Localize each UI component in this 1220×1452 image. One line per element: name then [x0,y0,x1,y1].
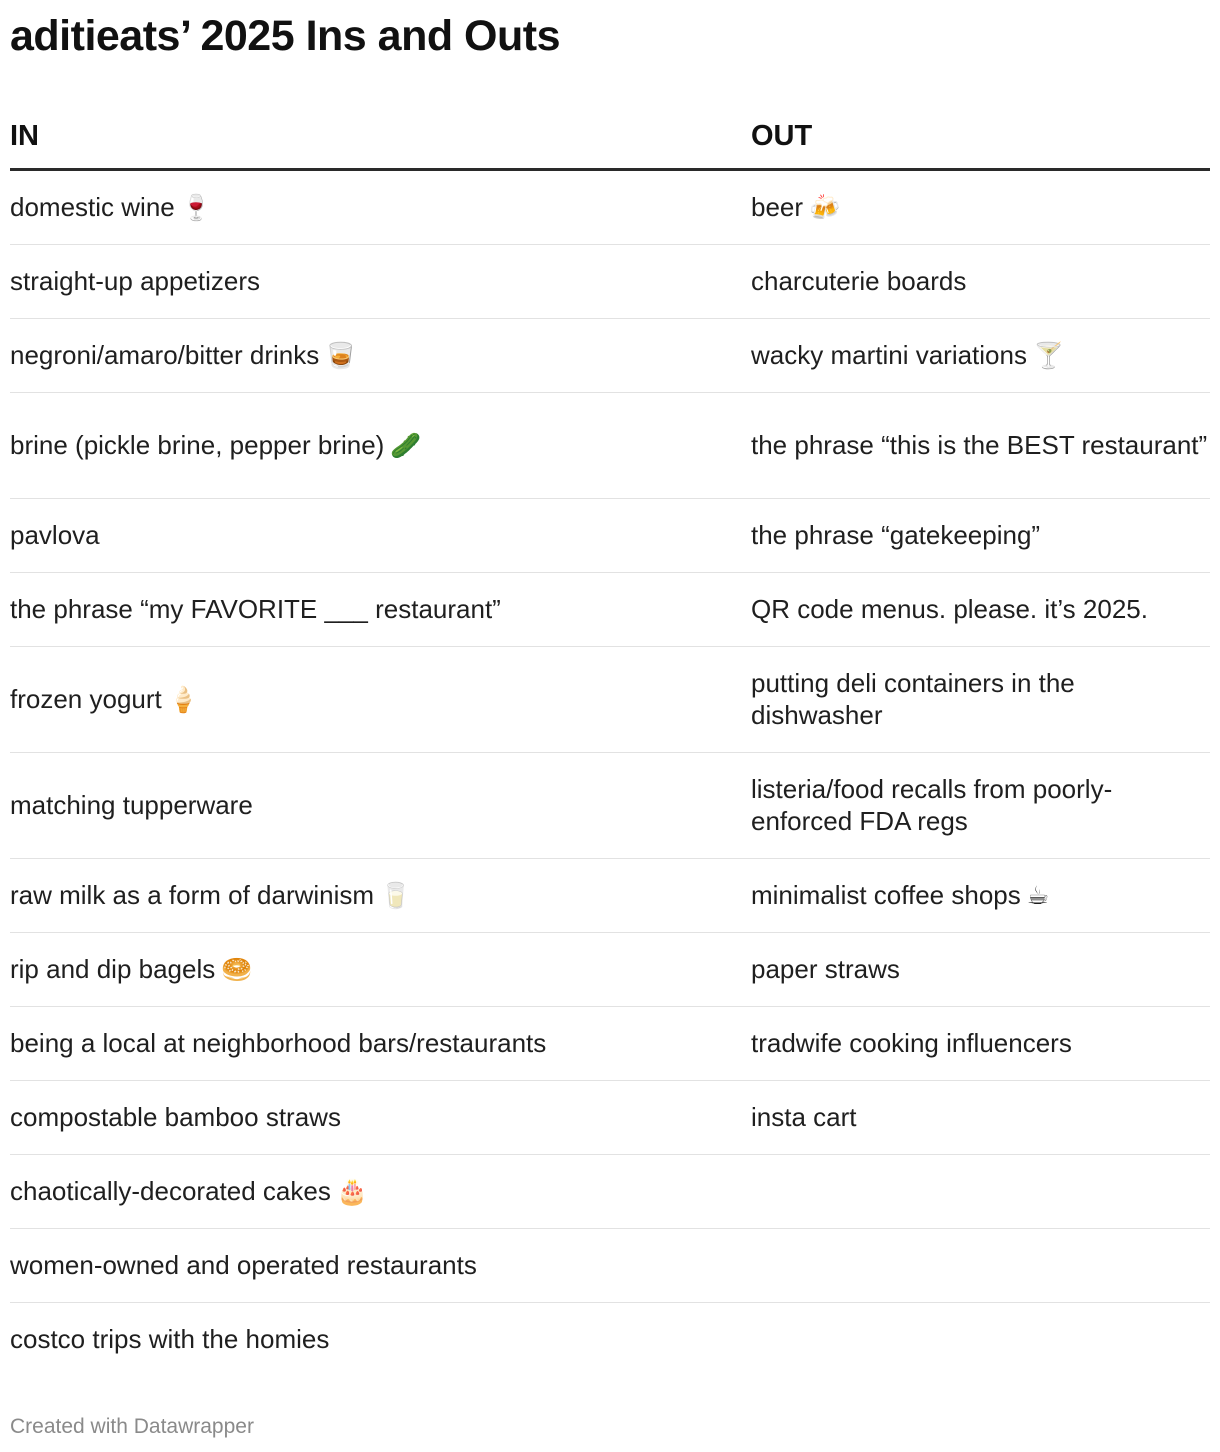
in-item-text: matching tupperware [10,790,253,820]
page-title: aditieats’ 2025 Ins and Outs [10,12,560,60]
in-item-text: chaotically-decorated cakes [10,1176,331,1206]
column-header-in[interactable]: IN [10,104,751,170]
out-item-text: paper straws [751,954,900,984]
cell-in [10,1155,751,1229]
cell-in [10,170,751,245]
cell-out [751,393,1210,499]
cell-in [10,319,751,393]
table-row [10,170,1210,245]
out-item-text: the phrase “this is the BEST restaurant” [751,430,1208,460]
in-item-emoji-icon: 🥒 [390,432,422,460]
cell-out [751,1303,1210,1377]
table-container [10,0,1210,1354]
cell-in [10,1303,751,1377]
table-row [10,1155,1210,1229]
table-row [10,933,1210,1007]
cell-in [10,393,751,499]
out-item-text: QR code menus. please. it’s 2025. [751,594,1148,624]
cell-out [751,319,1210,393]
in-item-text: pavlova [10,520,100,550]
table-row [10,1229,1210,1303]
out-item-text: tradwife cooking influencers [751,1028,1072,1058]
cell-out [751,1229,1210,1303]
in-item-text: being a local at neighborhood bars/restaurants [10,1028,547,1058]
table-row [10,1081,1210,1155]
out-item-emoji-icon: ☕ [1026,882,1050,910]
table-row [10,245,1210,319]
in-item-emoji-icon: 🥛 [380,882,412,910]
in-item-text: brine (pickle brine, pepper brine) [10,430,385,460]
in-item-text: compostable bamboo straws [10,1102,341,1132]
in-item-text: negroni/amaro/bitter drinks [10,340,320,370]
cell-out [751,753,1210,859]
table-row [10,1303,1210,1377]
in-item-text: raw milk as a form of darwinism [10,880,375,910]
in-item-emoji-icon: 🍦 [167,686,199,714]
cell-out [751,1007,1210,1081]
table-row [10,1007,1210,1081]
cell-in [10,859,751,933]
out-item-text: insta cart [751,1102,857,1132]
ins-outs-table [10,104,1210,1376]
in-item-text: frozen yogurt [10,684,162,714]
cell-in [10,499,751,573]
out-item-emoji-icon: 🍸 [1032,342,1065,370]
table-row [10,499,1210,573]
table-row [10,647,1210,753]
table-body [10,170,1210,1377]
out-item-text: charcuterie boards [751,266,967,296]
out-item-text: putting deli containers in the dishwasher [751,668,1075,730]
cell-out [751,245,1210,319]
in-item-text: straight-up appetizers [10,266,261,296]
cell-out [751,1081,1210,1155]
out-item-text: listeria/food recalls from poorly-enforced FDA regs [751,774,1113,836]
cell-out [751,170,1210,245]
cell-in [10,245,751,319]
in-item-text: rip and dip bagels [10,954,216,984]
cell-in [10,1007,751,1081]
table-header-row [10,104,1210,170]
out-item-emoji-icon: 🍻 [809,194,841,222]
cell-in [10,1229,751,1303]
out-item-text: the phrase “gatekeeping” [751,520,1041,550]
in-item-text: women-owned and operated restaurants [10,1250,477,1280]
cell-out [751,647,1210,753]
in-item-emoji-icon: 🥯 [221,956,253,984]
table-row [10,393,1210,499]
out-item-text: minimalist coffee shops [751,880,1021,910]
in-item-emoji-icon: 🍷 [180,194,212,222]
cell-in [10,573,751,647]
table-row [10,859,1210,933]
cell-in [10,647,751,753]
cell-out [751,1155,1210,1229]
in-item-text: costco trips with the homies [10,1324,330,1354]
table-row [10,753,1210,859]
column-header-out[interactable]: OUT [751,104,1210,170]
out-item-text: beer [751,192,804,222]
cell-out [751,499,1210,573]
cell-out [751,859,1210,933]
in-item-emoji-icon: 🥃 [325,342,357,370]
cell-out [751,933,1210,1007]
table-row [10,319,1210,393]
in-item-text: domestic wine [10,192,175,222]
cell-out [751,573,1210,647]
in-item-text: the phrase “my FAVORITE ___ restaurant” [10,594,501,624]
out-item-text: wacky martini variations [751,340,1027,370]
footer-credit: Created with Datawrapper [10,1415,254,1438]
in-item-emoji-icon: 🎂 [336,1178,368,1206]
cell-in [10,1081,751,1155]
table-row [10,573,1210,647]
cell-in [10,753,751,859]
cell-in [10,933,751,1007]
